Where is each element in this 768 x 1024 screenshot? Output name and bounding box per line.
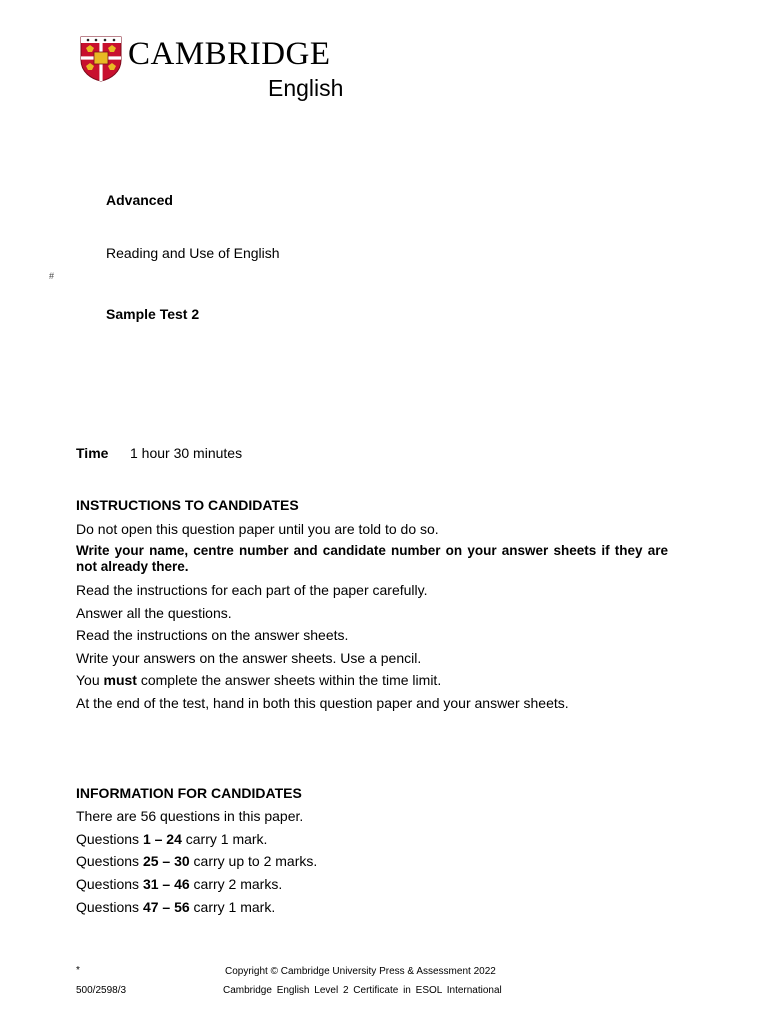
instruction-line: Read the instructions for each part of the paper carefully. — [76, 582, 428, 598]
logo-wordmark: CAMBRIDGE — [128, 36, 331, 72]
marks-range: 31 – 46 — [142, 876, 190, 892]
footer-certificate: Cambridge English Level 2 Certificate in ESOL International — [223, 985, 502, 996]
sample-test-title: Sample Test 2 — [106, 306, 200, 322]
marks-range: 25 – 30 — [142, 853, 190, 869]
instruction-line: At the end of the test, hand in both this question paper and your answer sheets. — [76, 695, 569, 711]
marks-text: carry up to 2 marks. — [189, 853, 318, 869]
marks-prefix: Questions — [76, 899, 143, 915]
instructions-heading: INSTRUCTIONS TO CANDIDATES — [76, 497, 299, 513]
instruction-line-must — [76, 672, 441, 688]
footer-asterisk: * — [76, 965, 80, 976]
information-heading: INFORMATION FOR CANDIDATES — [76, 785, 302, 801]
cambridge-shield-icon — [80, 36, 122, 82]
time-value: 1 hour 30 minutes — [130, 445, 243, 461]
instruction-text: You — [76, 672, 104, 688]
exam-level: Advanced — [106, 192, 173, 208]
instruction-emphasis: must — [103, 672, 137, 688]
marks-text: carry 1 mark. — [181, 831, 268, 847]
footer-paper-code: 500/2598/3 — [76, 985, 127, 996]
information-line: There are 56 questions in this paper. — [76, 808, 304, 824]
instruction-line: Answer all the questions. — [76, 605, 232, 621]
stray-mark: # — [49, 271, 55, 281]
marks-row — [76, 899, 275, 915]
instruction-line: Do not open this question paper until you are told to do so. — [76, 521, 439, 537]
marks-row — [76, 876, 282, 892]
time-label: Time — [76, 445, 109, 461]
instruction-line: Write your answers on the answer sheets. Use a pencil. — [76, 650, 422, 666]
logo-subline: English — [268, 75, 344, 101]
instruction-bold-line: Write your name, centre number and candidate number on your answer sheets if they are not already there. — [76, 543, 668, 574]
marks-row — [76, 853, 317, 869]
marks-row — [76, 831, 267, 847]
marks-prefix: Questions — [76, 876, 143, 892]
instruction-text: complete the answer sheets within the time limit. — [136, 672, 442, 688]
marks-text: carry 2 marks. — [189, 876, 283, 892]
instruction-line: Read the instructions on the answer sheets. — [76, 627, 349, 643]
cambridge-english-logo — [80, 36, 350, 106]
marks-range: 1 – 24 — [142, 831, 182, 847]
marks-prefix: Questions — [76, 853, 143, 869]
marks-prefix: Questions — [76, 831, 143, 847]
paper-title: Reading and Use of English — [106, 245, 280, 261]
marks-range: 47 – 56 — [142, 899, 190, 915]
footer-copyright: Copyright © Cambridge University Press & Assessment 2022 — [225, 966, 496, 977]
marks-text: carry 1 mark. — [189, 899, 276, 915]
